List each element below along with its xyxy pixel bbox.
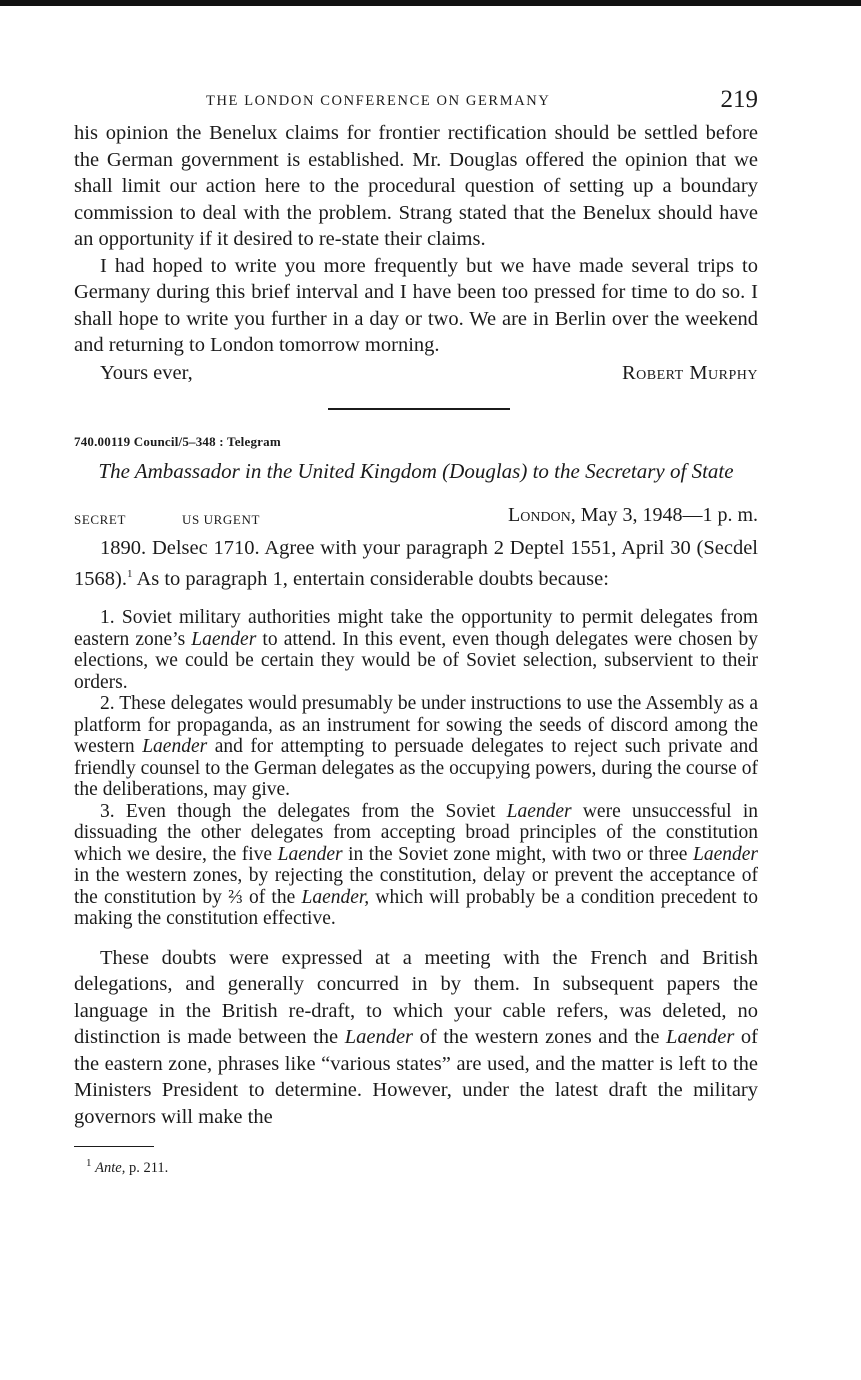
footnote-divider bbox=[74, 1146, 154, 1147]
classification-label: SECRET bbox=[74, 511, 126, 527]
footnote-reference: p. 211. bbox=[125, 1160, 169, 1177]
point-2 bbox=[74, 693, 758, 801]
document-title: The Ambassador in the United Kingdom (Douglas) to the Secretary of State bbox=[98, 458, 734, 483]
paragraph-term: Laender bbox=[344, 1026, 414, 1049]
point-1 bbox=[74, 607, 758, 693]
point-text: 2. These delegates would presumably be under instructions to use the Assembly as a platform for propaganda, as an instrument for sowing the seeds of discord among the western bbox=[74, 693, 758, 758]
point-text: were unsuccessful in dissuading the other delegates from accepting broad principles of the constitution which we desire, the five bbox=[74, 800, 758, 865]
paragraph-text: of the eastern zone, phrases like “various states” are used, and the matter is left to the Ministers President to determine. However, under the latest draft the military governors will make the bbox=[74, 1026, 758, 1128]
closing-paragraph bbox=[74, 945, 758, 1131]
running-head bbox=[74, 86, 758, 120]
page-number: 219 bbox=[720, 86, 758, 113]
page-top-edge bbox=[0, 0, 861, 6]
running-head-title: THE LONDON CONFERENCE ON GERMANY bbox=[206, 93, 551, 109]
point-term: Laender bbox=[191, 628, 257, 650]
point-text: 1. Soviet military authorities might take the opportunity to permit delegates from eastern zone’s bbox=[74, 607, 758, 650]
point-term: Laender bbox=[693, 843, 758, 865]
place: London, bbox=[508, 503, 576, 526]
point-term: Laender bbox=[277, 843, 343, 865]
file-reference: 740.00119 Council/5–348 : Telegram bbox=[74, 433, 281, 449]
footnote-number: 1 bbox=[86, 1157, 92, 1170]
document-page bbox=[74, 86, 758, 1177]
salutation: Yours ever, bbox=[100, 361, 193, 384]
footnote-marker: 1 bbox=[126, 568, 133, 580]
point-text: which will probably be a condition precedent to making the constitution effective. bbox=[74, 886, 758, 930]
footnote-ante: Ante, bbox=[95, 1160, 126, 1177]
paragraph-text: These doubts were expressed at a meeting with the French and British delegations, and generally concurred in by them. In subsequent papers the language in the British re-draft, to which your cable refers, was deleted, no distinction is made between the bbox=[74, 946, 758, 1049]
intro-text: 1890. Delsec 1710. Agree with your paragraph 2 Deptel 1551, April 30 (Secdel 1568). bbox=[74, 536, 758, 590]
point-text: 3. Even though the delegates from the Soviet bbox=[100, 800, 507, 822]
point-3 bbox=[74, 801, 758, 930]
telegram-intro bbox=[74, 535, 758, 593]
place-date bbox=[508, 504, 758, 527]
dateline bbox=[74, 504, 758, 530]
letter-signoff bbox=[74, 360, 758, 386]
point-text: and for attempting to persuade delegates to reject such private and friendly counsel to the German delegates as the occupying powers, during the course of the deliberations, may give. bbox=[74, 736, 758, 801]
point-text: in the western zones, by rejecting the constitution, delay or prevent the acceptance of the constitution by ⅔ of the bbox=[74, 865, 758, 908]
paragraph-term: Laender bbox=[666, 1026, 735, 1049]
letter-paragraph: I had hoped to write you more frequently but we have made several trips to Germany during this brief interval and I have been too pressed for time to do so. I shall hope to write you further in a day or two. We are in Berlin over the weekend and returning to London tomorrow morning. bbox=[74, 254, 758, 356]
precedence-label: US URGENT bbox=[182, 511, 260, 527]
letter-paragraph-continued: his opinion the Benelux claims for frontier rectification should be settled before the German government is established. Mr. Douglas offered the opinion that we shall limit our action here to the procedural question of setting up a boundary commission to deal with the problem. Strang stated that the Benelux should have an opportunity if it desired to re-state their claims. bbox=[74, 122, 758, 250]
paragraph-text: of the western zones and the bbox=[413, 1026, 667, 1049]
section-divider bbox=[328, 408, 510, 410]
point-term: Laender bbox=[506, 800, 572, 822]
numbered-points bbox=[74, 607, 758, 930]
intro-text-continued: As to paragraph 1, entertain considerable doubts because: bbox=[132, 567, 609, 590]
point-text: to attend. In this event, even though delegates were chosen by elections, we could be certain they would be of Soviet selection, subservient to their orders. bbox=[74, 628, 758, 693]
point-text: in the Soviet zone might, with two or three bbox=[342, 843, 693, 865]
point-term: Laender, bbox=[301, 886, 370, 908]
point-term: Laender bbox=[142, 736, 208, 758]
signature: Robert Murphy bbox=[621, 361, 758, 384]
footnote bbox=[86, 1157, 758, 1177]
date: May 3, 1948—1 p. m. bbox=[580, 503, 758, 526]
